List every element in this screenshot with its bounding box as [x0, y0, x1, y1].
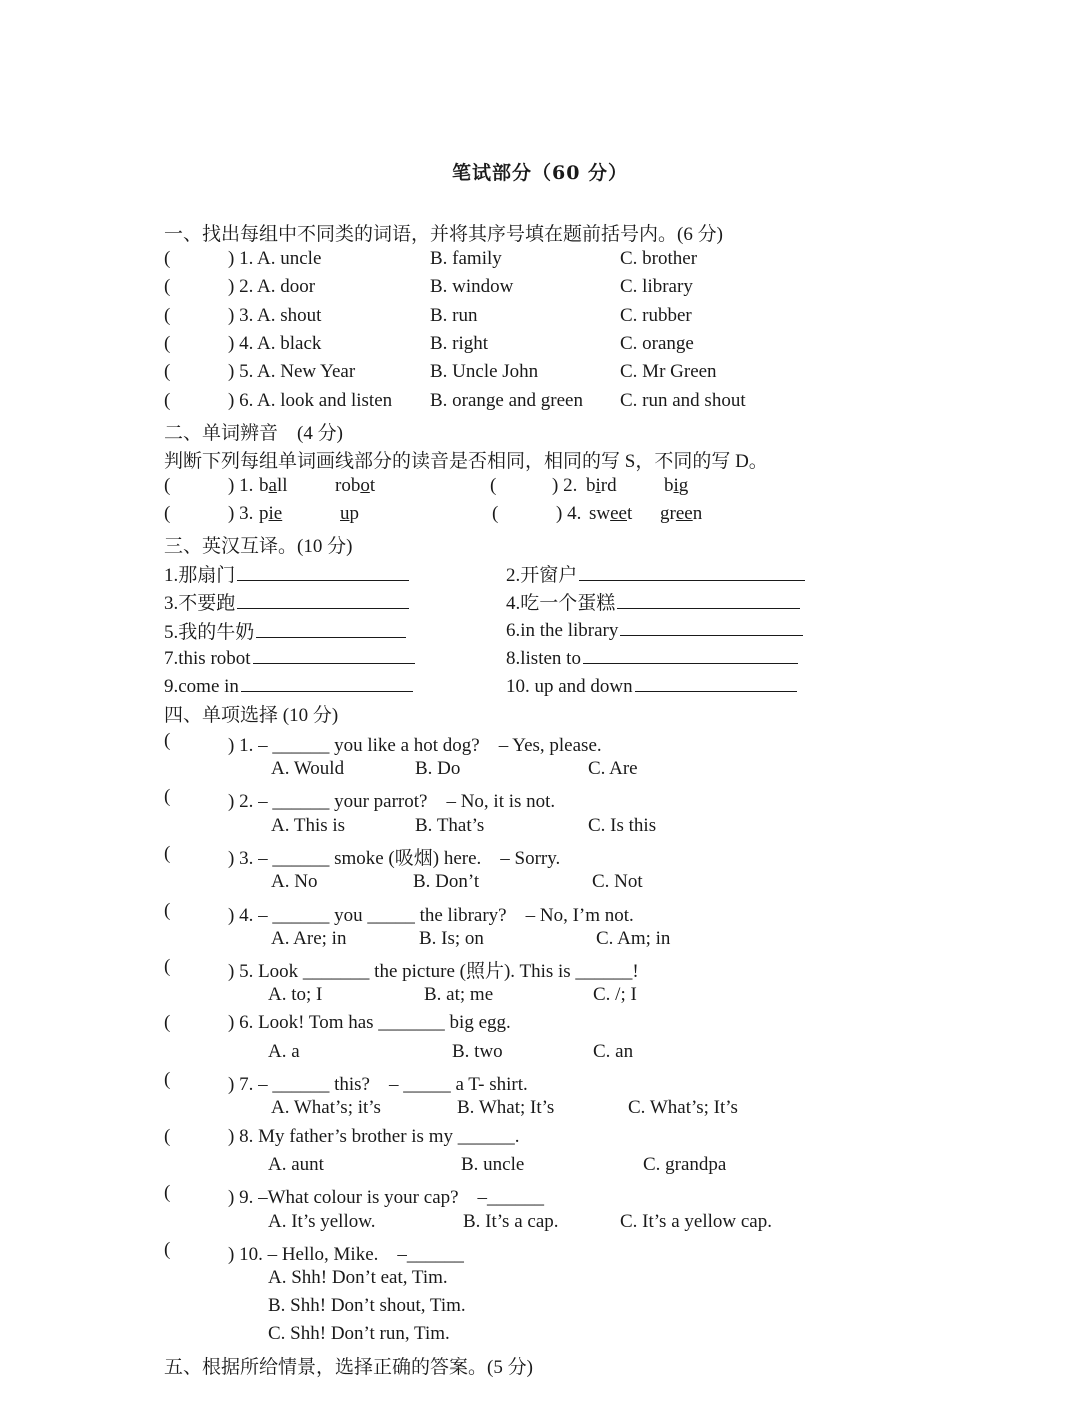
option-b: B. What; It’s — [457, 1097, 555, 1118]
answer-bracket: ( — [164, 1239, 171, 1260]
underlined-part: i — [595, 475, 601, 496]
answer-bracket: ( — [164, 1126, 171, 1147]
answer-bracket: ( — [164, 503, 171, 524]
option-a: A. What’s; it’s — [271, 1097, 381, 1118]
q1-option-a: ) 5. A. New Year — [228, 361, 356, 382]
q1-row-6 — [0, 390, 1080, 418]
q4-options — [0, 815, 1080, 843]
underlined-part: u — [340, 503, 350, 524]
q1-row-4 — [0, 333, 1080, 361]
q2-number: ) 1. — [228, 475, 254, 496]
q4-question: ) 2. – ______ your parrot? – No, it is not. — [228, 791, 556, 812]
q1-option-a: ) 1. A. uncle — [228, 248, 322, 269]
answer-bracket: ( — [164, 475, 171, 496]
q4-option-line — [0, 1295, 1080, 1323]
q4-options — [0, 1154, 1080, 1182]
option-b: B. Do — [415, 758, 461, 779]
answer-bracket: ( — [164, 1182, 171, 1203]
q4-question: ) 10. – Hello, Mike. –______ — [228, 1244, 464, 1265]
q1-option-a: ) 2. A. door — [228, 276, 316, 297]
q2-word: up — [340, 503, 359, 524]
q4-options — [0, 984, 1080, 1012]
q1-option-b: B. Uncle John — [430, 361, 539, 382]
answer-bracket: ( — [164, 361, 171, 382]
answer-blank[interactable] — [583, 645, 798, 664]
q4-options — [0, 1211, 1080, 1239]
q1-option-b: B. right — [430, 333, 489, 354]
option-b: B. Shh! Don’t shout, Tim. — [268, 1295, 466, 1316]
option-a: A. Shh! Don’t eat, Tim. — [268, 1267, 448, 1288]
q1-option-b: B. orange and green — [430, 390, 583, 411]
q4-option-line — [0, 1267, 1080, 1295]
q4-option-line — [0, 1323, 1080, 1351]
option-b: B. Don’t — [413, 871, 480, 892]
option-a: A. No — [271, 871, 318, 892]
q4-stem — [0, 956, 1080, 984]
q4-question: ) 6. Look! Tom has _______ big egg. — [228, 1012, 511, 1033]
q4-stem — [0, 1239, 1080, 1267]
translation-item: 7.this robot — [164, 645, 415, 670]
q4-options — [0, 1041, 1080, 1069]
answer-bracket: ( — [164, 730, 171, 751]
option-c: C. What’s; It’s — [628, 1097, 738, 1118]
answer-bracket: ( — [164, 956, 171, 977]
option-c: C. Is this — [588, 815, 657, 836]
answer-bracket: ( — [164, 1069, 171, 1090]
q4-question: ) 4. – ______ you _____ the library? – No, I’m not. — [228, 905, 634, 926]
translation-item: 5.我的牛奶 — [164, 617, 406, 644]
answer-bracket: ( — [492, 503, 499, 524]
translation-item: 10. up and down — [506, 673, 797, 698]
underlined-part: ee — [610, 503, 627, 524]
translation-item: 2.开窗户 — [506, 560, 805, 587]
q1-option-c: C. rubber — [620, 305, 692, 326]
answer-bracket: ( — [164, 786, 171, 807]
translation-item: 8.listen to — [506, 645, 798, 670]
option-b: B. uncle — [461, 1154, 525, 1175]
q2-word: ball — [259, 475, 288, 496]
answer-bracket: ( — [164, 333, 171, 354]
translation-item: 3.不要跑 — [164, 588, 409, 615]
section-1-heading: 一、找出每组中不同类的词语，并将其序号填在题前括号内。(6 分) — [164, 224, 723, 245]
option-a: A. aunt — [268, 1154, 324, 1175]
option-c: C. It’s a yellow cap. — [620, 1211, 772, 1232]
answer-blank[interactable] — [241, 673, 413, 692]
translation-item: 4.吃一个蛋糕 — [506, 588, 800, 615]
q4-question: ) 1. – ______ you like a hot dog? – Yes, please. — [228, 735, 602, 756]
q1-row-1 — [0, 248, 1080, 276]
answer-bracket: ( — [164, 390, 171, 411]
section-2-heading: 二、单词辨音 (4 分) — [164, 423, 343, 444]
q4-options — [0, 871, 1080, 899]
option-b: B. That’s — [415, 815, 485, 836]
option-c: C. Not — [592, 871, 643, 892]
translation-item: 6.in the library — [506, 617, 803, 642]
q1-row-5 — [0, 361, 1080, 389]
q4-options — [0, 1097, 1080, 1125]
underlined-part: ie — [268, 503, 283, 524]
page-title: 笔试部分（60 分） — [451, 162, 629, 184]
translation-item: 1.那扇门 — [164, 560, 409, 587]
q4-stem — [0, 786, 1080, 814]
q2-number: ) 4. — [556, 503, 582, 524]
q4-question: ) 7. – ______ this? – _____ a T- shirt. — [228, 1074, 528, 1095]
q1-option-c: C. library — [620, 276, 693, 297]
q1-option-a: ) 6. A. look and listen — [228, 390, 393, 411]
q2-word: green — [660, 503, 703, 524]
underlined-part: i — [673, 475, 679, 496]
q2-row-1 — [0, 475, 1080, 503]
q2-word: bird — [586, 475, 617, 496]
answer-blank[interactable] — [237, 590, 409, 609]
option-a: A. Would — [271, 758, 345, 779]
answer-bracket: ( — [490, 475, 497, 496]
answer-blank[interactable] — [256, 619, 406, 638]
q4-question: ) 9. –What colour is your cap? –______ — [228, 1187, 545, 1208]
answer-blank[interactable] — [620, 617, 803, 636]
q4-options — [0, 928, 1080, 956]
option-c: C. Am; in — [596, 928, 671, 949]
q1-option-a: ) 4. A. black — [228, 333, 322, 354]
q2-number: ) 2. — [552, 475, 578, 496]
option-a: A. This is — [271, 815, 346, 836]
option-a: A. It’s yellow. — [268, 1211, 376, 1232]
option-b: B. Is; on — [419, 928, 484, 949]
answer-blank[interactable] — [253, 645, 415, 664]
q4-stem — [0, 843, 1080, 871]
q4-stem — [0, 1069, 1080, 1097]
q4-stem — [0, 1126, 1080, 1154]
answer-bracket: ( — [164, 305, 171, 326]
section-4-heading: 四、单项选择 (10 分) — [164, 705, 339, 726]
q2-word: sweet — [589, 503, 633, 524]
q2-word: pie — [259, 503, 283, 524]
answer-blank[interactable] — [617, 590, 800, 609]
option-a: A. a — [268, 1041, 300, 1062]
q1-option-c: C. Mr Green — [620, 361, 717, 382]
q4-stem — [0, 900, 1080, 928]
translation-item: 9.come in — [164, 673, 413, 698]
option-c: C. an — [593, 1041, 634, 1062]
answer-bracket: ( — [164, 276, 171, 297]
answer-blank[interactable] — [237, 562, 409, 581]
q4-stem — [0, 1182, 1080, 1210]
answer-blank[interactable] — [579, 562, 805, 581]
option-a: A. to; I — [268, 984, 323, 1005]
option-b: B. two — [452, 1041, 503, 1062]
section-3-heading: 三、英汉互译。(10 分) — [164, 536, 353, 557]
underlined-part: o — [360, 475, 370, 496]
answer-bracket: ( — [164, 1012, 171, 1033]
q2-word: big — [664, 475, 689, 496]
q2-word: robot — [335, 475, 376, 496]
q4-question: ) 8. My father’s brother is my ______. — [228, 1126, 520, 1147]
q4-options — [0, 758, 1080, 786]
option-c: C. Shh! Don’t run, Tim. — [268, 1323, 450, 1344]
option-c: C. /; I — [593, 984, 637, 1005]
underlined-part: ee — [675, 503, 693, 524]
q1-option-c: C. orange — [620, 333, 694, 354]
answer-bracket: ( — [164, 843, 171, 864]
q4-question: ) 5. Look _______ the picture (照片). This is ______! — [228, 961, 639, 982]
q1-option-c: C. run and shout — [620, 390, 746, 411]
answer-bracket: ( — [164, 900, 171, 921]
q4-stem — [0, 1012, 1080, 1040]
q2-number: ) 3. — [228, 503, 254, 524]
q4-question: ) 3. – ______ smoke (吸烟) here. – Sorry. — [228, 848, 561, 869]
q1-option-b: B. family — [430, 248, 502, 269]
option-b: B. at; me — [424, 984, 494, 1005]
section-5-heading: 五、根据所给情景，选择正确的答案。(5 分) — [164, 1357, 533, 1378]
answer-blank[interactable] — [635, 673, 797, 692]
q1-option-b: B. window — [430, 276, 514, 297]
q1-option-a: ) 3. A. shout — [228, 305, 322, 326]
answer-bracket: ( — [164, 248, 171, 269]
option-c: C. grandpa — [643, 1154, 727, 1175]
section-2-instructions: 判断下列每组单词画线部分的读音是否相同，相同的写 S，不同的写 D。 — [164, 451, 768, 472]
option-b: B. It’s a cap. — [463, 1211, 559, 1232]
q2-row-2 — [0, 503, 1080, 531]
underlined-part: a — [268, 475, 277, 496]
q1-option-c: C. brother — [620, 248, 698, 269]
q1-option-b: B. run — [430, 305, 478, 326]
q1-row-3 — [0, 305, 1080, 333]
option-c: C. Are — [588, 758, 638, 779]
q4-stem — [0, 730, 1080, 758]
option-a: A. Are; in — [271, 928, 347, 949]
q1-row-2 — [0, 276, 1080, 304]
